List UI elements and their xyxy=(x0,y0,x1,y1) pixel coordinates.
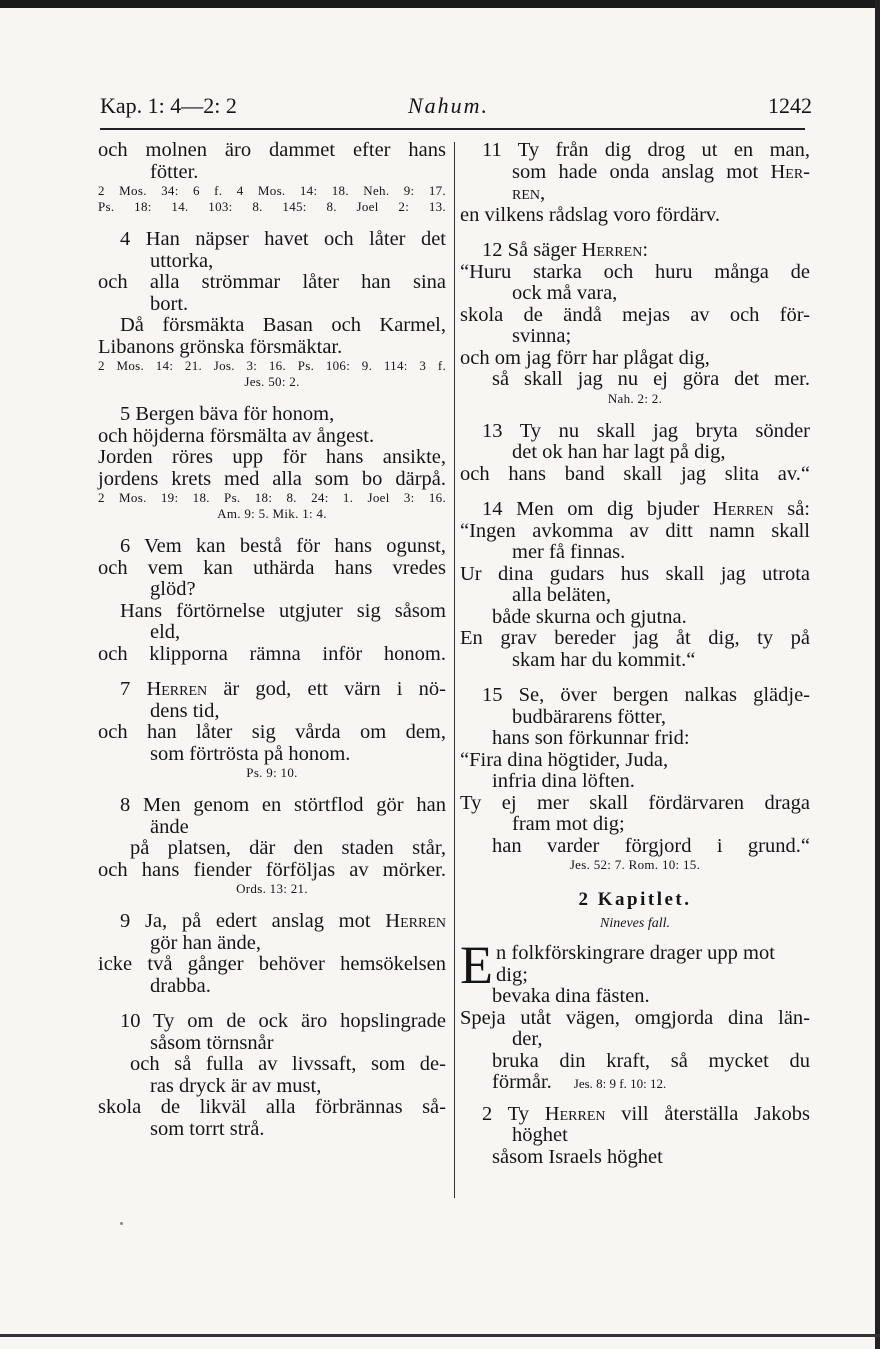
verse-line: ras dryck är av must, xyxy=(150,1074,322,1097)
cross-reference: Jes. 50: 2. xyxy=(244,374,300,389)
verse-line: och om jag förr har plågat dig, xyxy=(460,346,710,369)
verse-line: glöd? xyxy=(150,578,196,600)
verse-line: Jorden röres upp för hans ansikte, xyxy=(98,446,446,468)
verse-line: ren, xyxy=(512,182,546,204)
divine-name: Herren xyxy=(581,239,643,261)
verse-6: 6 Vem kan bestå för hans ogunst, xyxy=(120,535,446,557)
column-divider xyxy=(454,142,455,1198)
cross-reference: 2 Mos. 19: 18. Ps. 18: 8. 24: 1. Joel 3: 16. xyxy=(98,490,446,505)
right-edge-bar xyxy=(875,0,880,1349)
verse-12: 12 Så säger Herren: xyxy=(482,239,649,261)
verse-14: 14 Men om dig bjuder Herren så: xyxy=(482,498,810,520)
left-column xyxy=(98,140,446,1140)
cross-reference: Nah. 2: 2. xyxy=(607,390,663,406)
verse-15: 15 Se, över bergen nalkas glädje- xyxy=(482,684,810,706)
chapter-range: Kap. 1: 4—2: 2 xyxy=(100,93,237,118)
verse-line: både skurna och gjutna. xyxy=(492,605,687,628)
verse-11: 11 Ty från dig drog ut en man, xyxy=(482,139,810,161)
divine-name: Herren xyxy=(544,1102,606,1125)
verse-7: 7 Herren är god, ett värn i nö- xyxy=(120,678,446,700)
verse-line: ock må vara, xyxy=(512,282,618,304)
stray-dot xyxy=(120,1222,123,1225)
verse-line: Hans förtörnelse utgjuter sig såsom xyxy=(120,599,446,622)
verse-line: svinna; xyxy=(512,325,572,347)
verse-line: skola de likväl alla förbrännas så- xyxy=(98,1096,446,1118)
verse-line: drabba. xyxy=(150,974,211,997)
verse-line: skola de ändå mejas av och för- xyxy=(460,303,810,326)
cross-reference: Am. 9: 5. Mik. 1: 4. xyxy=(217,506,327,521)
chapter-subtitle: Nineves fall. xyxy=(600,916,670,931)
verse-4: 4 Han näpser havet och låter det xyxy=(120,228,446,250)
verse-9: 9 Ja, på edert anslag mot Herren xyxy=(120,910,446,932)
verse-line: Ur dina gudars hus skall jag utrota xyxy=(460,562,810,585)
verse-line: en vilkens rådslag voro fördärv. xyxy=(460,203,720,226)
cross-reference: Ps. 9: 10. xyxy=(246,765,298,780)
cross-reference: Jes. 52: 7. Rom. 10: 15. xyxy=(569,857,701,872)
verse-line: Då försmäkta Basan och Karmel, xyxy=(120,314,446,336)
verse-line: och han låter sig vårda om dem, xyxy=(98,721,446,743)
verse-line: “Ingen avkomma av ditt namn skall xyxy=(460,519,810,542)
cross-reference: Ords. 13: 21. xyxy=(236,881,308,896)
verse-line: “Fira dina högtider, Juda, xyxy=(460,748,669,771)
verse-line: och alla strömmar låter han sina xyxy=(98,271,446,293)
verse-line: eld, xyxy=(150,621,181,643)
cross-reference: 2 Mos. 14: 21. Jos. 3: 16. Ps. 106: 9. 114: 3 f. xyxy=(98,358,446,373)
page-header xyxy=(100,93,812,127)
verse-line: förmår. Jes. 8: 9 f. 10: 12. xyxy=(492,1071,667,1093)
book-title: Nahum. xyxy=(408,93,490,118)
verse-10: 10 Ty om de ock äro hopslingrade xyxy=(120,1010,446,1032)
chapter-heading: 2 Kapitlet. xyxy=(578,889,692,910)
verse-line: och vem kan uthärda hans vredes xyxy=(98,556,446,579)
verse-line: och hans fiender förföljas av mörker. xyxy=(98,858,446,881)
right-column xyxy=(460,140,810,1168)
verse-line: bruka din kraft, så mycket du xyxy=(492,1049,810,1072)
verse-line: och hans band skall jag slita av.“ xyxy=(460,462,810,485)
verse-line: höghet xyxy=(512,1124,568,1146)
verse-line: bort. xyxy=(150,292,189,315)
verse-line: infria dina löften. xyxy=(492,770,635,792)
verse-line: der, xyxy=(512,1028,543,1050)
verse-line: hans son förkunnar frid: xyxy=(492,727,690,749)
verse-line: Speja utåt vägen, omgjorda dina län- xyxy=(460,1006,810,1029)
verse-line: alla beläten, xyxy=(512,584,612,606)
verse-line: skam har du kommit.“ xyxy=(512,648,696,671)
verse-line: som hade onda anslag mot Her- xyxy=(512,160,810,183)
cross-reference: Jes. 8: 9 f. 10: 12. xyxy=(573,1076,667,1091)
header-rule xyxy=(100,128,805,130)
verse-line: jordens krets med alla som bo därpå. xyxy=(98,467,446,490)
drop-capital: E xyxy=(460,935,493,995)
verse-line: En grav bereder jag åt dig, ty på xyxy=(460,627,810,649)
verse-line: dens tid, xyxy=(150,699,220,722)
verse-line: som förtrösta på honom. xyxy=(150,742,351,765)
divine-name: Her- xyxy=(770,160,810,183)
verse-line: n folkförskingrare drager upp mot xyxy=(496,942,775,964)
cross-reference: 2 Mos. 34: 6 f. 4 Mos. 14: 18. Neh. 9: 17. xyxy=(98,183,446,198)
cross-reference: Ps. 18: 14. 103: 8. 145: 8. Joel 2: 13. xyxy=(98,199,446,214)
verse-line: icke två gånger behöver hemsökelsen xyxy=(98,953,446,975)
verse-line: Ty ej mer skall fördärvaren draga xyxy=(460,791,810,814)
verse-line: Libanons grönska försmäktar. xyxy=(98,335,343,358)
verse-line: fötter. xyxy=(150,160,199,183)
verse-8: 8 Men genom en störtflod gör han xyxy=(120,794,446,816)
verse-line: så skall jag nu ej göra det mer. xyxy=(492,368,810,390)
page-number: 1242 xyxy=(768,93,812,118)
verse-line: budbärarens fötter, xyxy=(512,705,667,728)
bottom-edge-line xyxy=(0,1334,880,1337)
verse-5: 5 Bergen bäva för honom, xyxy=(120,403,335,425)
verse-line: gör han ände, xyxy=(150,931,261,954)
verse-line: uttorka, xyxy=(150,249,214,272)
verse-line: det ok han har lagt på dig, xyxy=(512,441,726,463)
verse-2: 2 Ty Herren vill återställa Jakobs xyxy=(482,1102,810,1125)
verse-line: och höjderna försmälta av ångest. xyxy=(98,424,375,447)
divine-name: Herren xyxy=(146,678,208,700)
verse-line: ände xyxy=(150,815,189,838)
verse-line: mer få finnas. xyxy=(512,541,626,563)
verse-line: och molnen äro dammet efter hans xyxy=(98,139,446,161)
verse-line: dig; xyxy=(496,963,528,986)
verse-line: bevaka dina fästen. xyxy=(492,985,650,1007)
verse-line: och klipporna rämna inför honom. xyxy=(98,642,446,665)
verse-line: på platsen, där den staden står, xyxy=(130,837,446,859)
divine-name: Herren xyxy=(385,910,446,932)
verse-line: fram mot dig; xyxy=(512,813,625,835)
verse-line: såsom törnsnår xyxy=(150,1031,274,1054)
verse-13: 13 Ty nu skall jag bryta sönder xyxy=(482,419,810,442)
verse-line: som torrt strå. xyxy=(150,1117,265,1140)
verse-line: han varder förgjord i grund.“ xyxy=(492,834,810,857)
verse-line: såsom Israels höghet xyxy=(492,1145,663,1168)
verse-line: och så fulla av livssaft, som de- xyxy=(130,1053,446,1075)
top-edge-bar xyxy=(0,0,880,8)
verse-1 xyxy=(460,935,810,995)
divine-name: Herren xyxy=(712,498,774,520)
verse-line: “Huru starka och huru många de xyxy=(460,260,810,283)
